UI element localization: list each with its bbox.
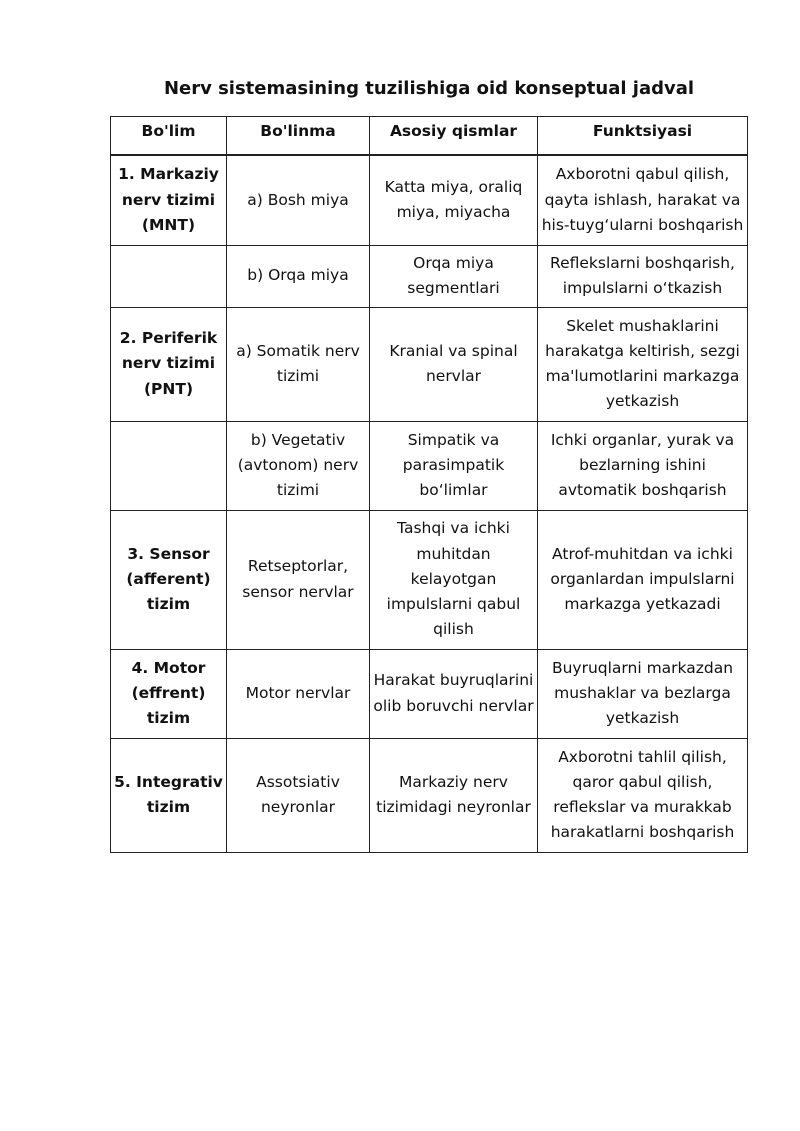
row-section: 2. Periferik nerv tizimi (PNT) [111, 307, 227, 421]
row-parts: Markaziy nerv tizimidagi neyronlar [370, 738, 538, 852]
row-parts: Orqa miya segmentlari [370, 245, 538, 307]
header-section: Bo'lim [111, 117, 227, 156]
row-subdivision: Assotsiativ neyronlar [227, 738, 370, 852]
row-parts: Katta miya, oraliq miya, miyacha [370, 155, 538, 245]
table-header-row [111, 117, 748, 156]
row-parts: Simpatik va parasimpatik bo‘limlar [370, 421, 538, 510]
row-parts: Kranial va spinal nervlar [370, 307, 538, 421]
row-subdivision: a) Bosh miya [227, 155, 370, 245]
table-row [111, 245, 748, 307]
row-section: 5. Integrativ tizim [111, 738, 227, 852]
row-section: 3. Sensor (afferent) tizim [111, 510, 227, 649]
table-row [111, 738, 748, 852]
row-parts: Tashqi va ichki muhitdan kelayotgan impulslarni qabul qilish [370, 510, 538, 649]
row-function: Ichki organlar, yurak va bezlarning ishini avtomatik boshqarish [538, 421, 748, 510]
table-row [111, 649, 748, 738]
row-subdivision: b) Orqa miya [227, 245, 370, 307]
row-section [111, 421, 227, 510]
page-title: Nerv sistemasining tuzilishiga oid konseptual jadval [163, 78, 695, 99]
table-row [111, 421, 748, 510]
row-function: Reflekslarni boshqarish, impulslarni o‘tkazish [538, 245, 748, 307]
table-row [111, 510, 748, 649]
row-section [111, 245, 227, 307]
header-function: Funktsiyasi [538, 117, 748, 156]
row-parts: Harakat buyruqlarini olib boruvchi nervlar [370, 649, 538, 738]
row-function: Axborotni qabul qilish, qayta ishlash, harakat va his-tuyg‘ularni boshqarish [538, 155, 748, 245]
concept-table [110, 116, 748, 853]
row-function: Axborotni tahlil qilish, qaror qabul qilish, reflekslar va murakkab harakatlarni boshqarish [538, 738, 748, 852]
table-row [111, 307, 748, 421]
row-function: Atrof-muhitdan va ichki organlardan impulslarni markazga yetkazadi [538, 510, 748, 649]
row-subdivision: b) Vegetativ (avtonom) nerv tizimi [227, 421, 370, 510]
row-subdivision: Motor nervlar [227, 649, 370, 738]
table-row [111, 155, 748, 245]
row-section: 4. Motor (effrent) tizim [111, 649, 227, 738]
row-function: Buyruqlarni markazdan mushaklar va bezlarga yetkazish [538, 649, 748, 738]
header-parts: Asosiy qismlar [370, 117, 538, 156]
row-function: Skelet mushaklarini harakatga keltirish, sezgi ma'lumotlarini markazga yetkazish [538, 307, 748, 421]
row-section: 1. Markaziy nerv tizimi (MNT) [111, 155, 227, 245]
row-subdivision: Retseptorlar, sensor nervlar [227, 510, 370, 649]
row-subdivision: a) Somatik nerv tizimi [227, 307, 370, 421]
header-subdivision: Bo'linma [227, 117, 370, 156]
